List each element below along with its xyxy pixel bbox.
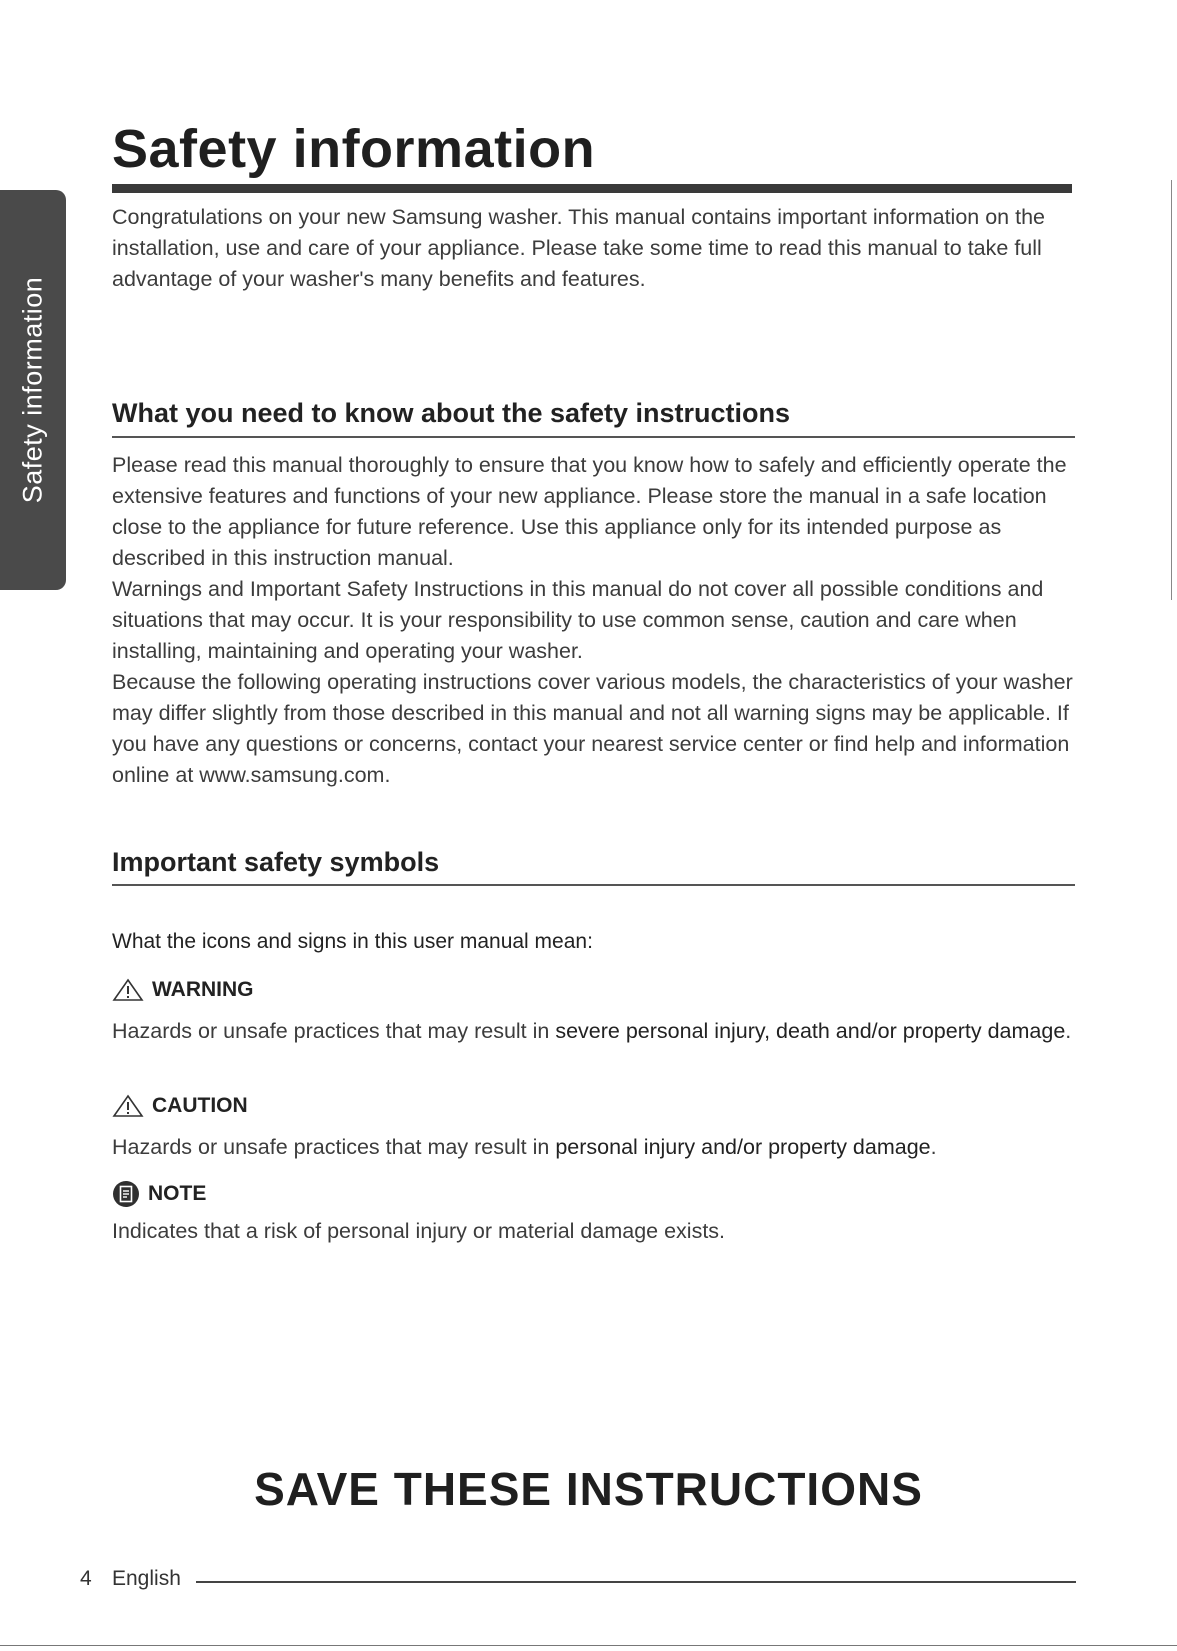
note-icon [112, 1180, 140, 1208]
warning-text [112, 1016, 1082, 1047]
warning-text-post: . [1065, 1019, 1072, 1043]
note-label-text: NOTE [148, 1182, 207, 1205]
page-bottom-edge [0, 1645, 1177, 1646]
section2-rule [112, 884, 1075, 886]
warning-label [112, 978, 254, 1002]
caution-text-strong: personal injury and/or property damage [555, 1135, 931, 1159]
symbols-lead: What the icons and signs in this user manual mean: [112, 930, 593, 953]
intro-paragraph: Congratulations on your new Samsung washer. This manual contains important information on the installation, use and care of your appliance. Please take some time to read this manual to take full advantage of your washer's many benefits and features. [112, 205, 1045, 291]
section1-paragraph: Warnings and Important Safety Instructions in this manual do not cover all possible conditions and situations that may occur. It is your responsibility to use common sense, caution and care when installing, maintaining and operating your washer. [112, 577, 1044, 663]
save-instructions-banner: SAVE THESE INSTRUCTIONS [254, 1463, 923, 1515]
caution-label-text: CAUTION [152, 1094, 248, 1117]
caution-triangle-icon [112, 1094, 144, 1118]
title-rule [112, 184, 1072, 193]
section2-heading: Important safety symbols [112, 847, 440, 877]
caution-label [112, 1094, 248, 1118]
footer-page-number: 4 [80, 1567, 92, 1590]
caution-text [112, 1132, 1082, 1163]
note-text: Indicates that a risk of personal injury or material damage exists. [112, 1219, 726, 1243]
section1-paragraph: Please read this manual thoroughly to ensure that you know how to safely and efficiently operate the extensive features and functions of your new appliance. Please store the manual in a safe location close to the appliance for future reference. Use this appliance only for its intended purpose as described in this instruction manual. [112, 453, 1067, 570]
section1-paragraph: Because the following operating instructions cover various models, the characteristics of your washer may differ slightly from those described in this manual and not all warning signs may be applicable. If you have any questions or concerns, contact your nearest service center or find help and information online at www.samsung.com. [112, 670, 1073, 787]
section1-body [112, 450, 1082, 791]
warning-text-strong: severe personal injury, death and/or property damage [555, 1019, 1066, 1043]
page-edge-line [1171, 180, 1172, 600]
section1-rule [112, 436, 1075, 438]
caution-text-post: . [930, 1135, 937, 1159]
footer-language: English [112, 1567, 181, 1590]
side-tab-label: Safety information [17, 276, 48, 504]
footer-rule [196, 1581, 1076, 1583]
warning-label-text: WARNING [152, 978, 254, 1001]
page-title: Safety information [112, 119, 596, 179]
side-tab [0, 190, 66, 590]
note-label [112, 1180, 206, 1208]
section1-heading: What you need to know about the safety instructions [112, 398, 791, 428]
warning-text-pre: Hazards or unsafe practices that may result in [112, 1019, 556, 1043]
warning-triangle-icon [112, 978, 144, 1002]
caution-text-pre: Hazards or unsafe practices that may result in [112, 1135, 556, 1159]
